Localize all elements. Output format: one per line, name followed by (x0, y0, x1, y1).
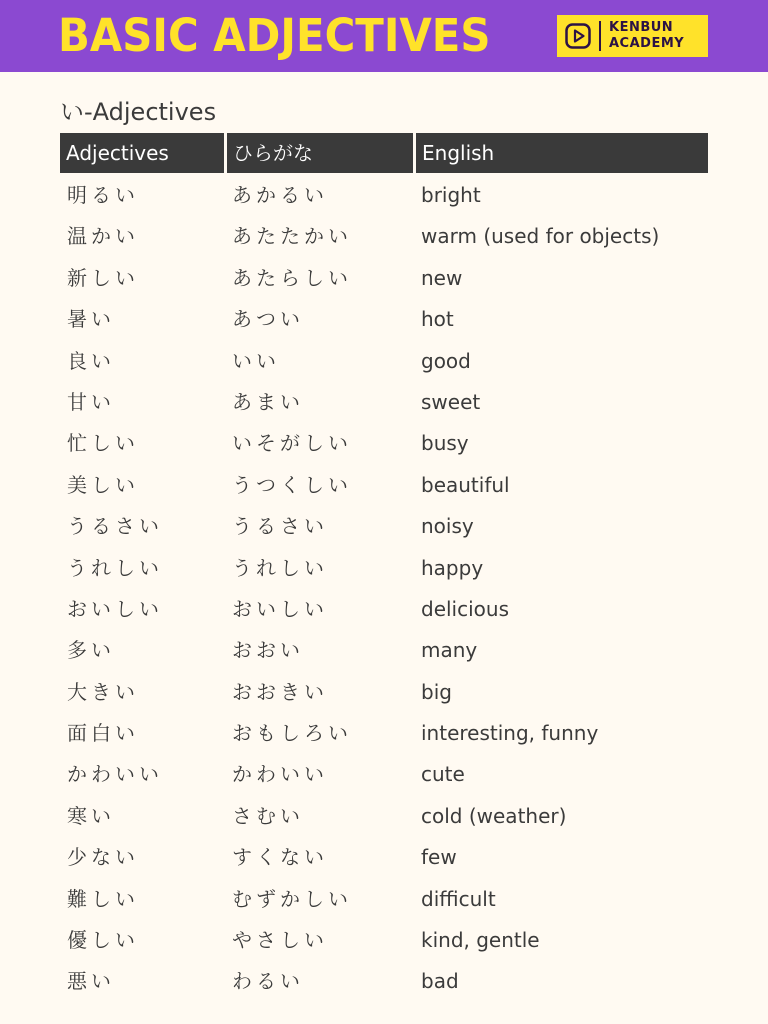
cell-english: hot (421, 307, 454, 332)
brand-name (609, 20, 684, 52)
cell-hiragana: いい (232, 348, 280, 373)
table-row (60, 464, 708, 505)
cell-hiragana: あまい (232, 389, 304, 414)
cell-english: sweet (421, 389, 481, 414)
cell-adjective: 大きい (67, 679, 139, 704)
logo-divider (599, 21, 601, 51)
table-row (60, 753, 708, 794)
cell-adjective: 面白い (67, 721, 139, 746)
table-row (60, 795, 708, 836)
cell-adjective: 明るい (67, 183, 139, 207)
cell-adjective: 美しい (67, 472, 139, 497)
cell-english: happy (421, 555, 484, 580)
brand-logo[interactable] (557, 15, 708, 57)
cell-adjective: 忙しい (67, 431, 139, 456)
cell-adjective: 悪い (67, 969, 115, 994)
column-header-english: English (413, 133, 708, 173)
cell-hiragana: うれしい (232, 555, 328, 580)
cell-english: good (421, 348, 471, 373)
cell-adjective: 少ない (67, 845, 139, 870)
cell-adjective: 温かい (67, 224, 139, 249)
cell-hiragana: あたらしい (232, 265, 352, 290)
table-row (60, 878, 708, 919)
cell-english: cute (421, 762, 465, 787)
cell-adjective: 甘い (67, 389, 115, 414)
cell-english: difficult (421, 886, 496, 911)
cell-adjective: おいしい (67, 596, 163, 621)
cell-english: noisy (421, 514, 474, 539)
table-row (60, 381, 708, 422)
brand-line-2: ACADEMY (609, 36, 685, 51)
cell-adjective: 暑い (67, 307, 115, 332)
table-row (60, 547, 708, 588)
cell-adjective: 多い (67, 638, 115, 663)
table-header (60, 133, 708, 173)
cell-hiragana: おいしい (232, 596, 328, 621)
cell-english: many (421, 638, 478, 663)
header-bar (0, 0, 768, 72)
table-row (60, 298, 708, 339)
table-row (60, 960, 708, 1001)
column-header-hiragana: ひらがな (224, 133, 413, 173)
cell-hiragana: おおい (232, 638, 304, 663)
cell-adjective: かわいい (67, 762, 163, 787)
cell-hiragana: すくない (232, 845, 328, 870)
cell-adjective: 新しい (67, 265, 139, 290)
table-row (60, 836, 708, 877)
cell-english: bad (421, 969, 459, 994)
cell-adjective: 優しい (67, 928, 139, 953)
cell-english: big (421, 679, 452, 704)
cell-adjective: うるさい (67, 514, 163, 539)
cell-adjective: 良い (67, 348, 115, 373)
table-row (60, 919, 708, 960)
cell-english: busy (421, 431, 469, 456)
cell-hiragana: かわいい (232, 762, 328, 787)
table-row (60, 671, 708, 712)
cell-english: bright (421, 183, 481, 207)
cell-hiragana: うるさい (232, 514, 328, 539)
table-row (60, 422, 708, 463)
brand-line-1: KENBUN (609, 20, 674, 35)
cell-hiragana: さむい (232, 803, 304, 828)
cell-english: kind, gentle (421, 928, 540, 953)
table-body (60, 174, 708, 1002)
cell-english: beautiful (421, 472, 510, 497)
cell-english: warm (used for objects) (421, 224, 660, 249)
table-row (60, 629, 708, 670)
cell-adjective: うれしい (67, 555, 163, 580)
cell-english: new (421, 265, 463, 290)
cell-hiragana: おもしろい (232, 721, 352, 746)
cell-english: interesting, funny (421, 721, 599, 746)
cell-adjective: 難しい (67, 886, 139, 911)
cell-hiragana: うつくしい (232, 472, 352, 497)
table-row (60, 215, 708, 256)
cell-english: delicious (421, 596, 509, 621)
section-title: い-Adjectives (60, 98, 217, 126)
table-row (60, 257, 708, 298)
table-row (60, 712, 708, 753)
page-title: BASIC ADJECTIVES (58, 9, 491, 62)
cell-adjective: 寒い (67, 803, 115, 828)
cell-hiragana: おおきい (232, 679, 328, 704)
table-row (60, 340, 708, 381)
play-icon (565, 23, 591, 49)
cell-hiragana: あたたかい (232, 224, 352, 249)
cell-hiragana: あつい (232, 307, 304, 332)
table-row (60, 505, 708, 546)
cell-hiragana: あかるい (232, 183, 328, 207)
cell-hiragana: むずかしい (232, 886, 352, 911)
table-row (60, 174, 708, 215)
column-header-adjectives: Adjectives (66, 141, 169, 165)
cell-hiragana: やさしい (232, 928, 328, 953)
cell-hiragana: わるい (232, 969, 304, 994)
cell-hiragana: いそがしい (232, 431, 352, 456)
cell-english: few (421, 845, 457, 870)
cell-english: cold (weather) (421, 803, 567, 828)
table-row (60, 588, 708, 629)
